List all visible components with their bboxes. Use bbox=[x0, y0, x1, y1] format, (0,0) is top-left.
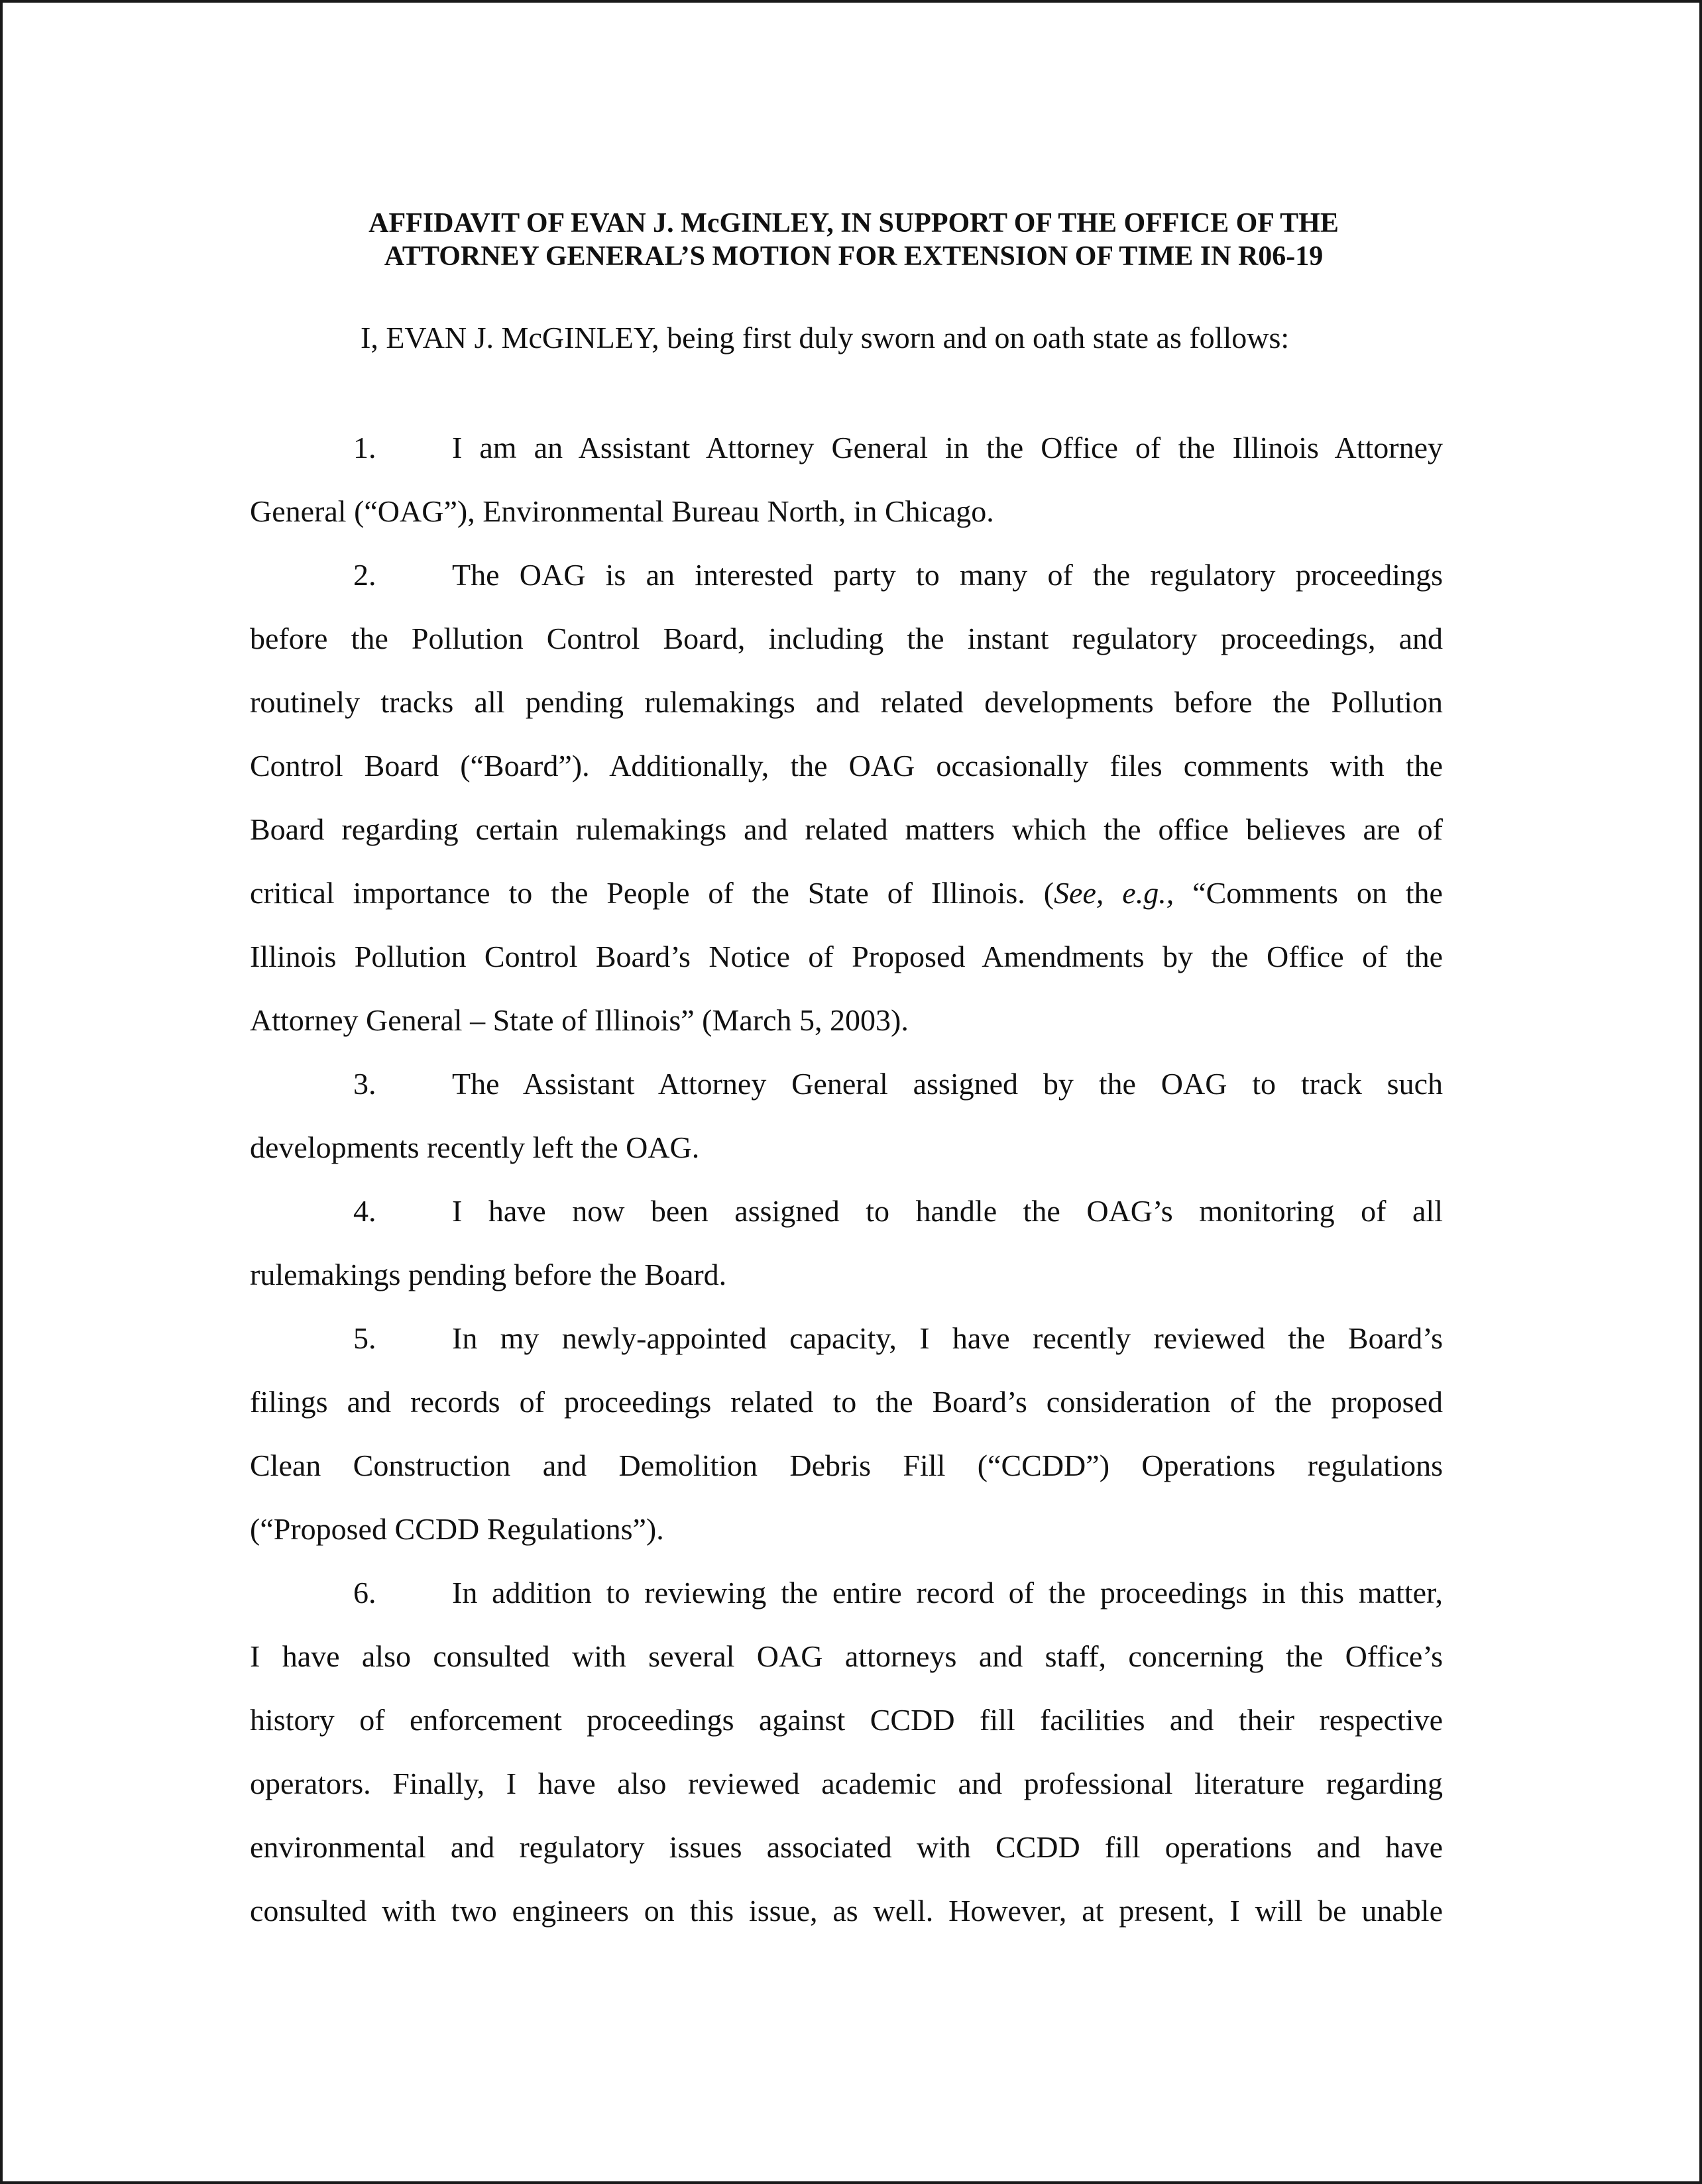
citation-lead-text: critical importance to the People of the State of Illinois. ( bbox=[250, 876, 1054, 910]
paragraph-line bbox=[250, 416, 1443, 480]
paragraph-line: developments recently left the OAG. bbox=[250, 1130, 700, 1164]
paragraph-line bbox=[250, 1052, 1443, 1116]
paragraph-text: In my newly-appointed capacity, I have recently reviewed the Board’s bbox=[452, 1321, 1443, 1355]
paragraph-text: I have now been assigned to handle the OAG’s monitoring of all bbox=[452, 1194, 1443, 1228]
paragraph-5 bbox=[250, 1307, 1443, 1561]
paragraph-2 bbox=[250, 543, 1443, 1052]
paragraph-line: consulted with two engineers on this issue, as well. However, at present, I will be unable bbox=[250, 1894, 1443, 1928]
paragraph-line: routinely tracks all pending rulemakings and related developments before the Pollution bbox=[250, 685, 1443, 719]
paragraph-3 bbox=[250, 1052, 1443, 1179]
title-line-2: ATTORNEY GENERAL’S MOTION FOR EXTENSION OF TIME IN R06-19 bbox=[384, 241, 1324, 272]
paragraph-number: 2. bbox=[353, 558, 376, 592]
paragraph-number: 6. bbox=[353, 1576, 376, 1610]
paragraph-4 bbox=[250, 1179, 1443, 1307]
paragraph-text: The OAG is an interested party to many of the regulatory proceedings bbox=[452, 558, 1443, 592]
paragraph-line: history of enforcement proceedings against CCDD fill facilities and their respective bbox=[250, 1703, 1443, 1737]
paragraph-text: The Assistant Attorney General assigned by the OAG to track such bbox=[452, 1067, 1443, 1101]
citation-signal: See, e.g., bbox=[1054, 876, 1174, 910]
paragraph-line: Clean Construction and Demolition Debris Fill (“CCDD”) Operations regulations bbox=[250, 1448, 1443, 1482]
paragraph-line bbox=[250, 1561, 1443, 1625]
paragraph-line: filings and records of proceedings related to the Board’s consideration of the proposed bbox=[250, 1385, 1443, 1419]
paragraph-line: Control Board (“Board”). Additionally, the OAG occasionally files comments with the bbox=[250, 749, 1443, 783]
paragraph-line: (“Proposed CCDD Regulations”). bbox=[250, 1512, 664, 1546]
document-title bbox=[221, 207, 1486, 273]
paragraph-text: I am an Assistant Attorney General in the Office of the Illinois Attorney bbox=[452, 431, 1443, 464]
paragraph-line bbox=[250, 1179, 1443, 1243]
paragraph-line: Attorney General – State of Illinois” (March 5, 2003). bbox=[250, 1003, 909, 1037]
paragraph-number: 1. bbox=[353, 431, 376, 464]
paragraph-line bbox=[250, 1307, 1443, 1370]
intro-statement: I, EVAN J. McGINLEY, being first duly sworn and on oath state as follows: bbox=[361, 321, 1290, 355]
paragraph-line: Board regarding certain rulemakings and related matters which the office believes are of bbox=[250, 812, 1443, 846]
paragraph-line bbox=[250, 543, 1443, 607]
title-line-1: AFFIDAVIT OF EVAN J. McGINLEY, IN SUPPORT OF THE OFFICE OF THE bbox=[369, 208, 1339, 239]
paragraph-line bbox=[250, 861, 1443, 925]
paragraph-number: 5. bbox=[353, 1321, 376, 1355]
paragraph-number: 4. bbox=[353, 1194, 376, 1228]
paragraph-line: Illinois Pollution Control Board’s Notice of Proposed Amendments by the Office of the bbox=[250, 940, 1443, 973]
paragraph-line: General (“OAG”), Environmental Bureau North, in Chicago. bbox=[250, 494, 994, 528]
paragraph-line: rulemakings pending before the Board. bbox=[250, 1258, 727, 1291]
paragraph-line: environmental and regulatory issues associated with CCDD fill operations and have bbox=[250, 1830, 1443, 1864]
document-body bbox=[250, 416, 1443, 1943]
paragraph-text: In addition to reviewing the entire record of the proceedings in this matter, bbox=[452, 1576, 1443, 1610]
paragraph-line: I have also consulted with several OAG attorneys and staff, concerning the Office’s bbox=[250, 1639, 1443, 1673]
paragraph-line: operators. Finally, I have also reviewed academic and professional literature regarding bbox=[250, 1767, 1443, 1800]
paragraph-line: before the Pollution Control Board, including the instant regulatory proceedings, and bbox=[250, 622, 1443, 655]
paragraph-6 bbox=[250, 1561, 1443, 1943]
paragraph-1 bbox=[250, 416, 1443, 543]
paragraph-number: 3. bbox=[353, 1067, 376, 1101]
citation-title-start: “Comments on the bbox=[1174, 876, 1443, 910]
